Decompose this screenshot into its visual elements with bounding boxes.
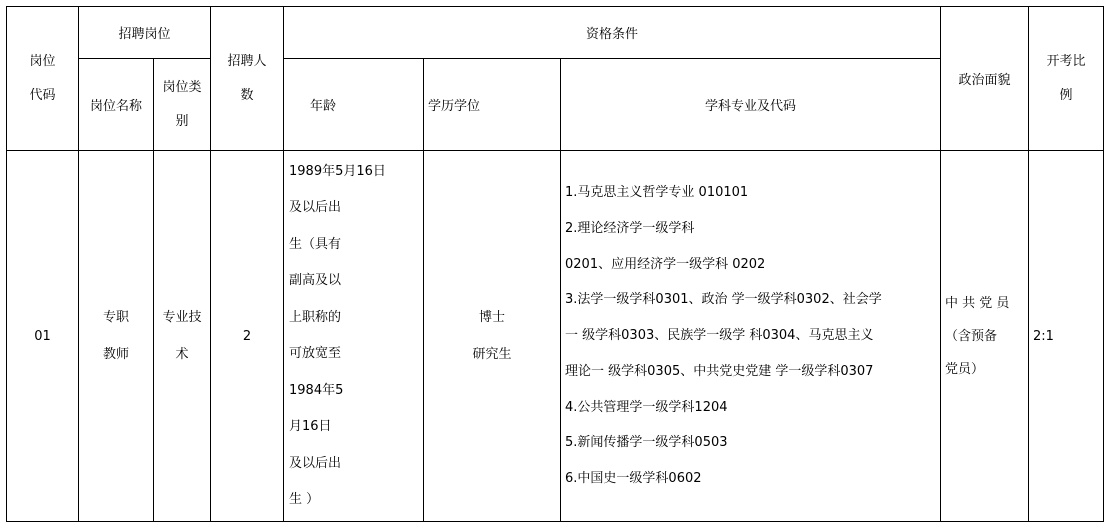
cell-post-type: 专业技 术 — [154, 151, 211, 522]
subject-line: 4.公共管理学一级学科1204 — [565, 399, 728, 415]
cell-post-name: 专职 教师 — [79, 151, 154, 522]
header-post-name: 岗位名称 — [79, 59, 154, 151]
subject-line: 理论一 级学科0305、中共党史党建 学一级学科0307 — [565, 363, 874, 379]
cell-political: 中 共 党 员 （含预备 党员） — [941, 151, 1029, 522]
header-qualifications: 资格条件 — [284, 7, 941, 59]
table-row — [7, 151, 1104, 522]
header-post-code: 岗位 代码 — [7, 7, 79, 151]
recruitment-table-container — [6, 6, 1103, 521]
subject-line: 5.新闻传播学一级学科0503 — [565, 435, 728, 451]
header-post-type: 岗位类 别 — [154, 59, 211, 151]
header-ratio: 开考比 例 — [1029, 7, 1104, 151]
cell-count: 2 — [211, 151, 284, 522]
subject-line: 3.法学一级学科0301、政治 学一级学科0302、社会学 — [565, 292, 882, 308]
cell-age: 1989年5月16日 及以后出 生（具有 副高及以 上职称的 可放宽至 1984年5 月16日 及以后出 生 ） — [284, 151, 424, 522]
cell-ratio: 2:1 — [1029, 151, 1104, 522]
subject-line: 一 级学科0303、民族学一级学 科0304、马克思主义 — [565, 328, 874, 344]
header-political: 政治面貌 — [941, 7, 1029, 151]
header-subject: 学科专业及代码 — [561, 59, 941, 151]
cell-education: 博士 研究生 — [424, 151, 561, 522]
header-age: 年龄 — [284, 59, 424, 151]
subject-line: 0201、应用经济学一级学科 0202 — [565, 256, 766, 272]
subject-line: 2.理论经济学一级学科 — [565, 220, 695, 236]
cell-subjects — [561, 151, 941, 522]
subject-line: 1.马克思主义哲学专业 010101 — [565, 184, 749, 200]
subject-line: 6.中国史一级学科0602 — [565, 471, 702, 487]
header-education: 学历学位 — [424, 59, 561, 151]
header-recruit-post: 招聘岗位 — [79, 7, 211, 59]
recruitment-table — [6, 6, 1104, 522]
header-count: 招聘人 数 — [211, 7, 284, 151]
cell-post-code: 01 — [7, 151, 79, 522]
